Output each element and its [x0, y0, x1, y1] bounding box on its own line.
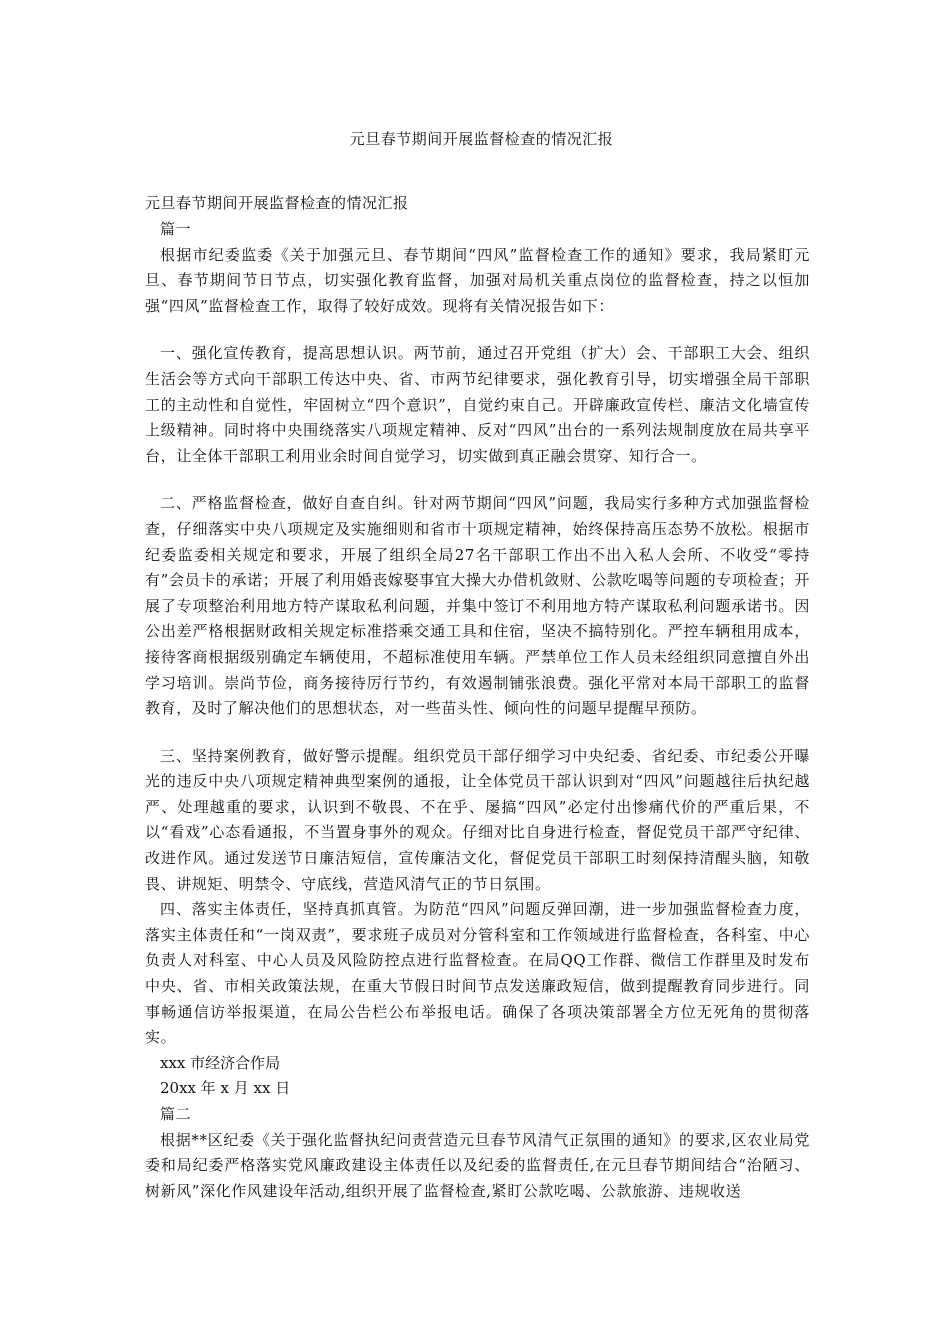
part-heading-1: 篇一 [160, 220, 192, 238]
organization-signature: xxx 市经济合作局 [160, 1053, 281, 1072]
document-title: 元旦春节期间开展监督检查的情况汇报 [349, 130, 614, 148]
part1-intro-paragraph: 根据市纪委监委《关于加强元旦、春节期间“四风”监督检查工作的通知》要求，我局紧盯元旦、春节期间节日节点，切实强化教育监督，加强对局机关重点岗位的监督检查，持之以恒加强“四风”监督检查工作，取得了较好成效。现将有关情况报告如下： [145, 245, 810, 315]
part1-section-2-paragraph: 二、严格监督检查，做好自查自纠。针对两节期间“四风”问题，我局实行多种方式加强监督检查，仔细落实中央八项规定及实施细则和省市十项规定精神，始终保持高压态势不放松。根据市纪委监委相关规定和要求，开展了组织全局27名干部职工作出不出入私人会所、不收受“零持有”会员卡的承诺；开展了利用婚丧嫁娶事宜大操大办借机敛财、公款吃喝等问题的专项检查；开展了专项整治利用地方特产谋取私利问题，并集中签订不利用地方特产谋取私利问题承诺书。因公出差严格根据财政相关规定标准搭乘交通工具和住宿，坚决不搞特别化。严控车辆租用成本，接待客商根据级别确定车辆使用，不超标准使用车辆。严禁单位工作人员未经组织同意擅自外出学习培训。崇尚节俭，商务接待厉行节约，有效遏制铺张浪费。强化平常对本局干部职工的监督教育，及时了解决他们的思想状态，对一些苗头性、倾向性的问题早提醒早预防。 [145, 494, 810, 718]
part1-section-3-paragraph: 三、坚持案例教育，做好警示提醒。组织党员干部仔细学习中央纪委、省纪委、市纪委公开曝光的违反中央八项规定精神典型案例的通报，让全体党员干部认识到对“四风”问题越往后执纪越严、处理越重的要求，认识到不敬畏、不在乎、屡搞“四风”必定付出惨痛代价的严重后果，不以“看戏”心态看通报，不当置身事外的观众。仔细对比自身进行检查，督促党员干部严守纪律、改进作风。通过发送节日廉洁短信，宣传廉洁文化，督促党员干部职工时刻保持清醒头脑，知敬畏、讲规矩、明禁令、守底线，营造风清气正的节日氛围。 [145, 746, 810, 893]
document-subtitle: 元旦春节期间开展监督检查的情况汇报 [145, 194, 409, 212]
part1-section-1-paragraph: 一、强化宣传教育，提高思想认识。两节前，通过召开党组（扩大）会、干部职工大会、组织生活会等方式向干部职工传达中央、省、市两节纪律要求，强化教育引导，切实增强全局干部职工的主动性和自觉性，牢固树立“四个意识”，自觉约束自己。开辟廉政宣传栏、廉洁文化墙宣传上级精神。同时将中央围绕落实八项规定精神、反对“四风”出台的一系列法规制度放在局共享平台，让全体干部职工利用业余时间自觉学习，切实做到真正融会贯穿、知行合一。 [145, 344, 810, 465]
part-heading-2: 篇二 [160, 1105, 192, 1123]
part1-section-4-paragraph: 四、落实主体责任，坚持真抓真管。为防范“四风”问题反弹回潮，进一步加强监督检查力度，落实主体责任和“一岗双责”，要求班子成员对分管科室和工作领域进行监督检查，各科室、中心负责人对科室、中心人员及风险防控点进行监督检查。在局QQ工作群、微信工作群里及时发布中央、省、市相关政策法规，在重大节假日时间节点发送廉政短信，做到提醒教育同步进行。同事畅通信访举报渠道，在局公告栏公布举报电话。确保了各项决策部署全方位无死角的贯彻落实。 [145, 900, 810, 1047]
document-date: 20xx 年 x 月 xx 日 [160, 1079, 291, 1098]
part2-intro-paragraph: 根据**区纪委《关于强化监督执纪问责营造元旦春节风清气正氛围的通知》的要求,区农业局党委和局纪委严格落实党风廉政建设主体责任以及纪委的监督责任,在元旦春节期间结合“治陋习、树新风”深化作风建设年活动,组织开展了监督检查,紧盯公款吃喝、公款旅游、违规收送 [145, 1130, 810, 1200]
